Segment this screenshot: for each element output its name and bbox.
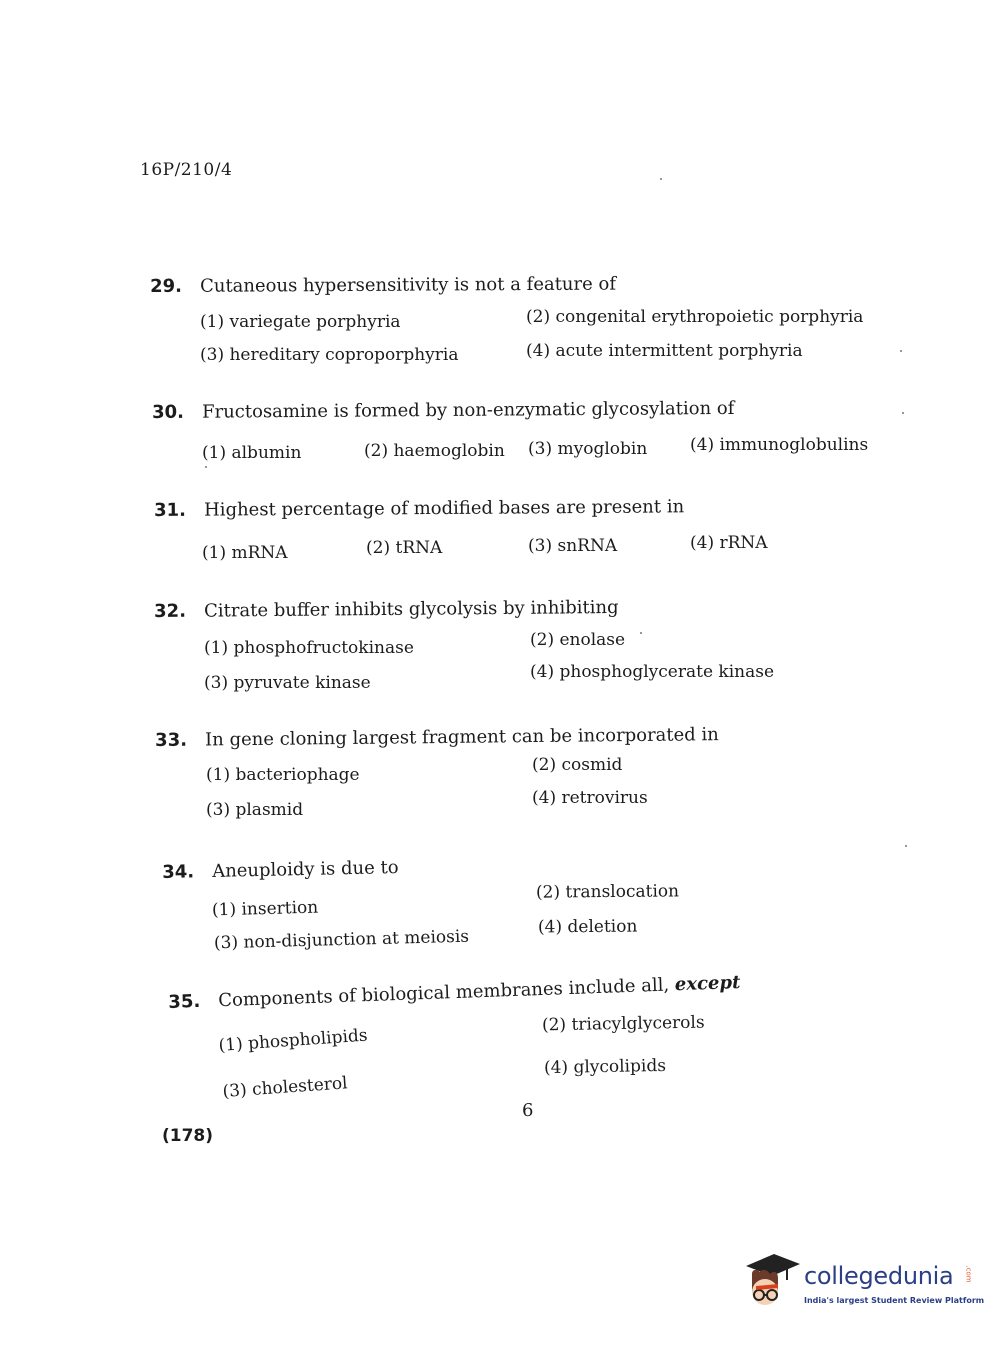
option-31-1: (1) mRNA bbox=[202, 543, 288, 563]
page-number: 6 bbox=[522, 1100, 534, 1121]
question-number: 34. bbox=[162, 861, 195, 883]
option-29-3: (3) hereditary coproporphyria bbox=[200, 345, 459, 365]
option-32-4: (4) phosphoglycerate kinase bbox=[530, 662, 775, 682]
question-stem: Citrate buffer inhibits glycolysis by inhibiting bbox=[203, 596, 619, 622]
option-30-1: (1) albumin bbox=[202, 443, 302, 463]
option-34-1: (1) insertion bbox=[211, 897, 319, 921]
option-33-1: (1) bacteriophage bbox=[206, 765, 360, 785]
logo-suffix: .com bbox=[964, 1265, 973, 1283]
question-stem: Components of biological membranes include all, bbox=[217, 974, 670, 1012]
scan-speck bbox=[205, 466, 207, 468]
option-30-2: (2) haemoglobin bbox=[364, 441, 505, 461]
question-number: 29. bbox=[150, 275, 183, 297]
option-31-4: (4) rRNA bbox=[690, 533, 768, 553]
question-emphasis: except bbox=[674, 972, 741, 996]
option-34-4: (4) deletion bbox=[537, 916, 638, 938]
option-29-1: (1) variegate porphyria bbox=[200, 312, 401, 332]
collegedunia-logo bbox=[742, 1248, 985, 1318]
scan-speck bbox=[640, 632, 642, 634]
graduate-mascot-icon bbox=[742, 1248, 802, 1314]
option-35-2: (2) triacylglycerols bbox=[541, 1012, 705, 1036]
scan-speck bbox=[660, 178, 662, 180]
option-34-2: (2) translocation bbox=[535, 881, 680, 903]
question-stem: Cutaneous hypersensitivity is not a feature of bbox=[199, 273, 617, 297]
question-number: 30. bbox=[152, 401, 185, 423]
logo-tagline: India's largest Student Review Platform bbox=[804, 1296, 985, 1305]
option-29-4: (4) acute intermittent porphyria bbox=[526, 341, 803, 361]
question-stem-wrap bbox=[218, 972, 741, 1011]
question-stem: Aneuploidy is due to bbox=[211, 857, 399, 882]
paper-code: 16P/210/4 bbox=[140, 160, 233, 180]
scan-speck bbox=[902, 412, 904, 414]
option-32-3: (3) pyruvate kinase bbox=[204, 673, 371, 693]
question-number: 33. bbox=[155, 729, 188, 751]
question-stem: Highest percentage of modified bases are present in bbox=[203, 496, 685, 521]
option-30-4: (4) immunoglobulins bbox=[690, 435, 869, 455]
option-32-1: (1) phosphofructokinase bbox=[204, 638, 414, 658]
option-35-3: (3) cholesterol bbox=[222, 1073, 349, 1102]
option-31-2: (2) tRNA bbox=[366, 538, 443, 558]
question-stem: In gene cloning largest fragment can be incorporated in bbox=[204, 724, 719, 751]
scan-speck bbox=[905, 845, 907, 847]
option-35-4: (4) glycolipids bbox=[543, 1055, 667, 1079]
option-34-3: (3) non-disjunction at meiosis bbox=[213, 926, 470, 954]
footer-code: (178) bbox=[162, 1126, 214, 1146]
option-33-2: (2) cosmid bbox=[532, 755, 623, 775]
option-31-3: (3) snRNA bbox=[528, 536, 618, 556]
option-30-3: (3) myoglobin bbox=[528, 439, 648, 459]
option-29-2: (2) congenital erythropoietic porphyria bbox=[526, 307, 864, 327]
question-number: 32. bbox=[154, 600, 187, 622]
scan-speck bbox=[900, 350, 902, 352]
question-number: 31. bbox=[154, 499, 187, 521]
option-33-4: (4) retrovirus bbox=[532, 788, 648, 808]
option-32-2: (2) enolase bbox=[530, 630, 626, 650]
question-stem: Fructosamine is formed by non-enzymatic glycosylation of bbox=[201, 397, 735, 423]
option-33-3: (3) plasmid bbox=[206, 800, 304, 820]
logo-wordmark: collegedunia bbox=[804, 1262, 954, 1290]
option-35-1: (1) phospholipids bbox=[218, 1025, 369, 1056]
question-number: 35. bbox=[168, 990, 201, 1013]
